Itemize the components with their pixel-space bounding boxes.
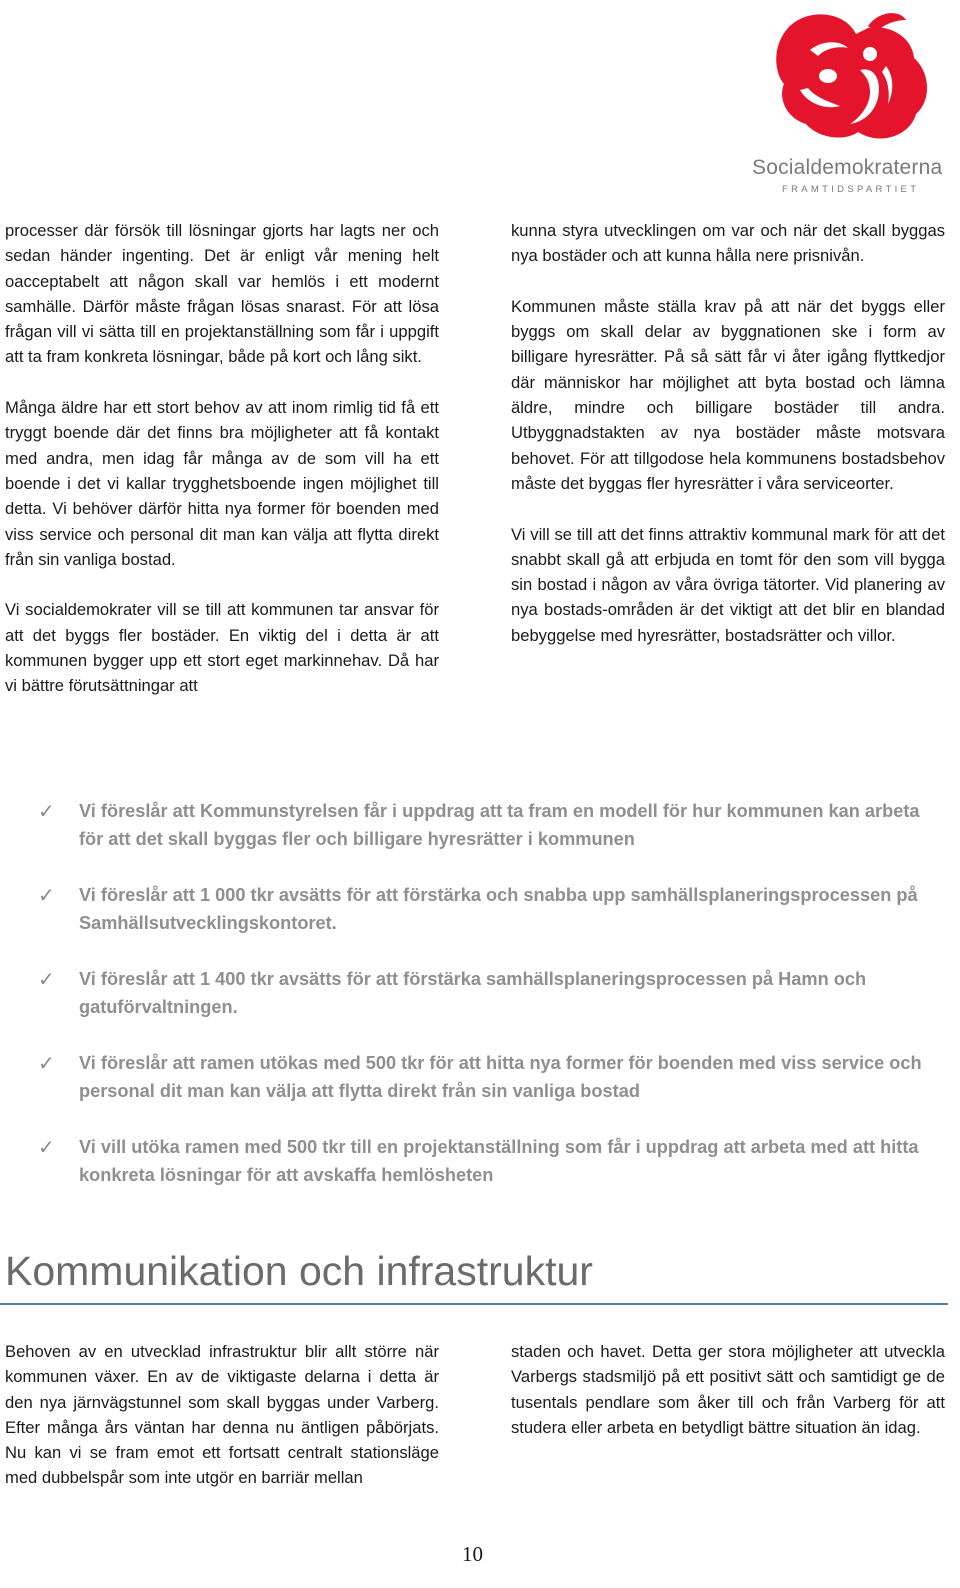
paragraph: Vi vill se till att det finns attraktiv kommunal mark för att det snabbt skall gå att erbjuda en tomt för den som vill bygga sin bostad i någon av våra övriga tätorter. Vid planering av nya bostads-områden är det viktigt att det blir en blandad bebyggelse med hyresrätter, bostadsrätter och villor. (511, 524, 945, 645)
rose-logo-icon (748, 6, 948, 156)
left-column-2 (5, 1339, 439, 1491)
right-column-1 (511, 218, 945, 648)
section-heading: Kommunikation och infrastruktur (5, 1248, 593, 1294)
proposal-item (0, 1049, 960, 1133)
proposal-text: Vi vill utöka ramen med 500 tkr till en projektanställning som får i uppdrag att arbeta med att hitta konkreta lösningar för att avskaffa hemlösheten (79, 1137, 919, 1185)
party-logo (748, 6, 948, 195)
proposal-item (0, 881, 960, 965)
logo-subtitle: FRAMTIDSPARTIET (782, 184, 920, 195)
paragraph: kunna styra utvecklingen om var och när det skall byggas nya bostäder och att kunna hålla nere prisnivån. (511, 221, 945, 266)
page-number: 10 (462, 1542, 483, 1566)
proposal-text: Vi föreslår att ramen utökas med 500 tkr för att hitta nya former för boenden med viss service och personal dit man kan välja att flytta direkt från sin vanliga bostad (79, 1053, 922, 1101)
proposal-text: Vi föreslår att Kommunstyrelsen får i uppdrag att ta fram en modell för hur kommunen kan arbeta för att det skall byggas fler och billigare hyresrätter i kommunen (79, 801, 920, 849)
left-column-1 (5, 218, 439, 699)
paragraph: Kommunen måste ställa krav på att när det byggs eller byggs om skall delar av byggnationen ske i form av billigare hyresrätter. På så sätt får vi åter igång flyttkedjor där människor har möjlighet att byta bostad och lämna äldre, mindre och billigare bostäder till andra. Utbyggnadstakten av nya bostäder måste motsvara behovet. För att tillgodose hela kommunens bostadsbehov måste det byggas fler hyresrätter i våra serviceorter. (511, 296, 945, 493)
proposal-item (0, 797, 960, 881)
check-mark-icon: ✓ (38, 1135, 55, 1159)
check-mark-icon: ✓ (38, 799, 55, 823)
logo-name: Socialdemokraterna (752, 156, 943, 179)
paragraph: staden och havet. Detta ger stora möjligheter att utveckla Varbergs stadsmiljö på ett positivt sätt och samtidigt ge de tusentals pendlare som åker till och från Varberg för att studera eller arbeta en betydligt bättre situation än idag. (511, 1342, 945, 1437)
paragraph: Många äldre har ett stort behov av att inom rimlig tid få ett tryggt boende där det finns bra möjligheter att få kontakt med andra, men idag får många av de som vill ha ett boende i det vi kallar trygghetsboende ingen möjlighet till detta. Vi behöver därför hitta nya former för boenden med viss service och personal dit man kan välja att flytta direkt från sin vanliga bostad. (5, 398, 439, 569)
check-mark-icon: ✓ (38, 1051, 55, 1075)
proposal-text: Vi föreslår att 1 000 tkr avsätts för att förstärka och snabba upp samhällsplaneringsprocessen på Samhällsutvecklingskontoret. (79, 885, 918, 933)
paragraph: Behoven av en utvecklad infrastruktur blir allt större när kommunen växer. En av de viktigaste delarna i detta är den nya järnvägstunnel som skall byggas under Varberg. Efter många års väntan har denna nu äntligen påbörjats. Nu kan vi se fram emot ett fortsatt centralt stationsläge med dubbelspår som inte utgör en barriär mellan (5, 1342, 439, 1488)
paragraph: Vi socialdemokrater vill se till att kommunen tar ansvar för att det byggs fler bostäder. En viktig del i detta är att kommunen bygger upp ett stort eget markinnehav. Då har vi bättre förutsättningar att (5, 600, 439, 696)
right-column-2 (511, 1339, 945, 1440)
proposal-text: Vi föreslår att 1 400 tkr avsätts för att förstärka samhällsplaneringsprocessen på Hamn och gatuförvaltningen. (79, 969, 867, 1017)
check-mark-icon: ✓ (38, 883, 55, 907)
check-mark-icon: ✓ (38, 967, 55, 991)
proposal-item (0, 965, 960, 1049)
heading-rule (0, 1303, 948, 1305)
proposal-item (0, 1133, 960, 1217)
proposal-list (0, 797, 960, 1217)
paragraph: processer där försök till lösningar gjorts har lagts ner och sedan händer ingenting. Det är enligt vår mening helt oacceptabelt att någon skall var hemlös i ett modernt samhälle. Därför måste frågan lösas snarast. För att lösa frågan vill vi sätta till en projektanställning som får i uppgift att ta fram konkreta lösningar, både på kort och lång sikt. (5, 221, 439, 367)
